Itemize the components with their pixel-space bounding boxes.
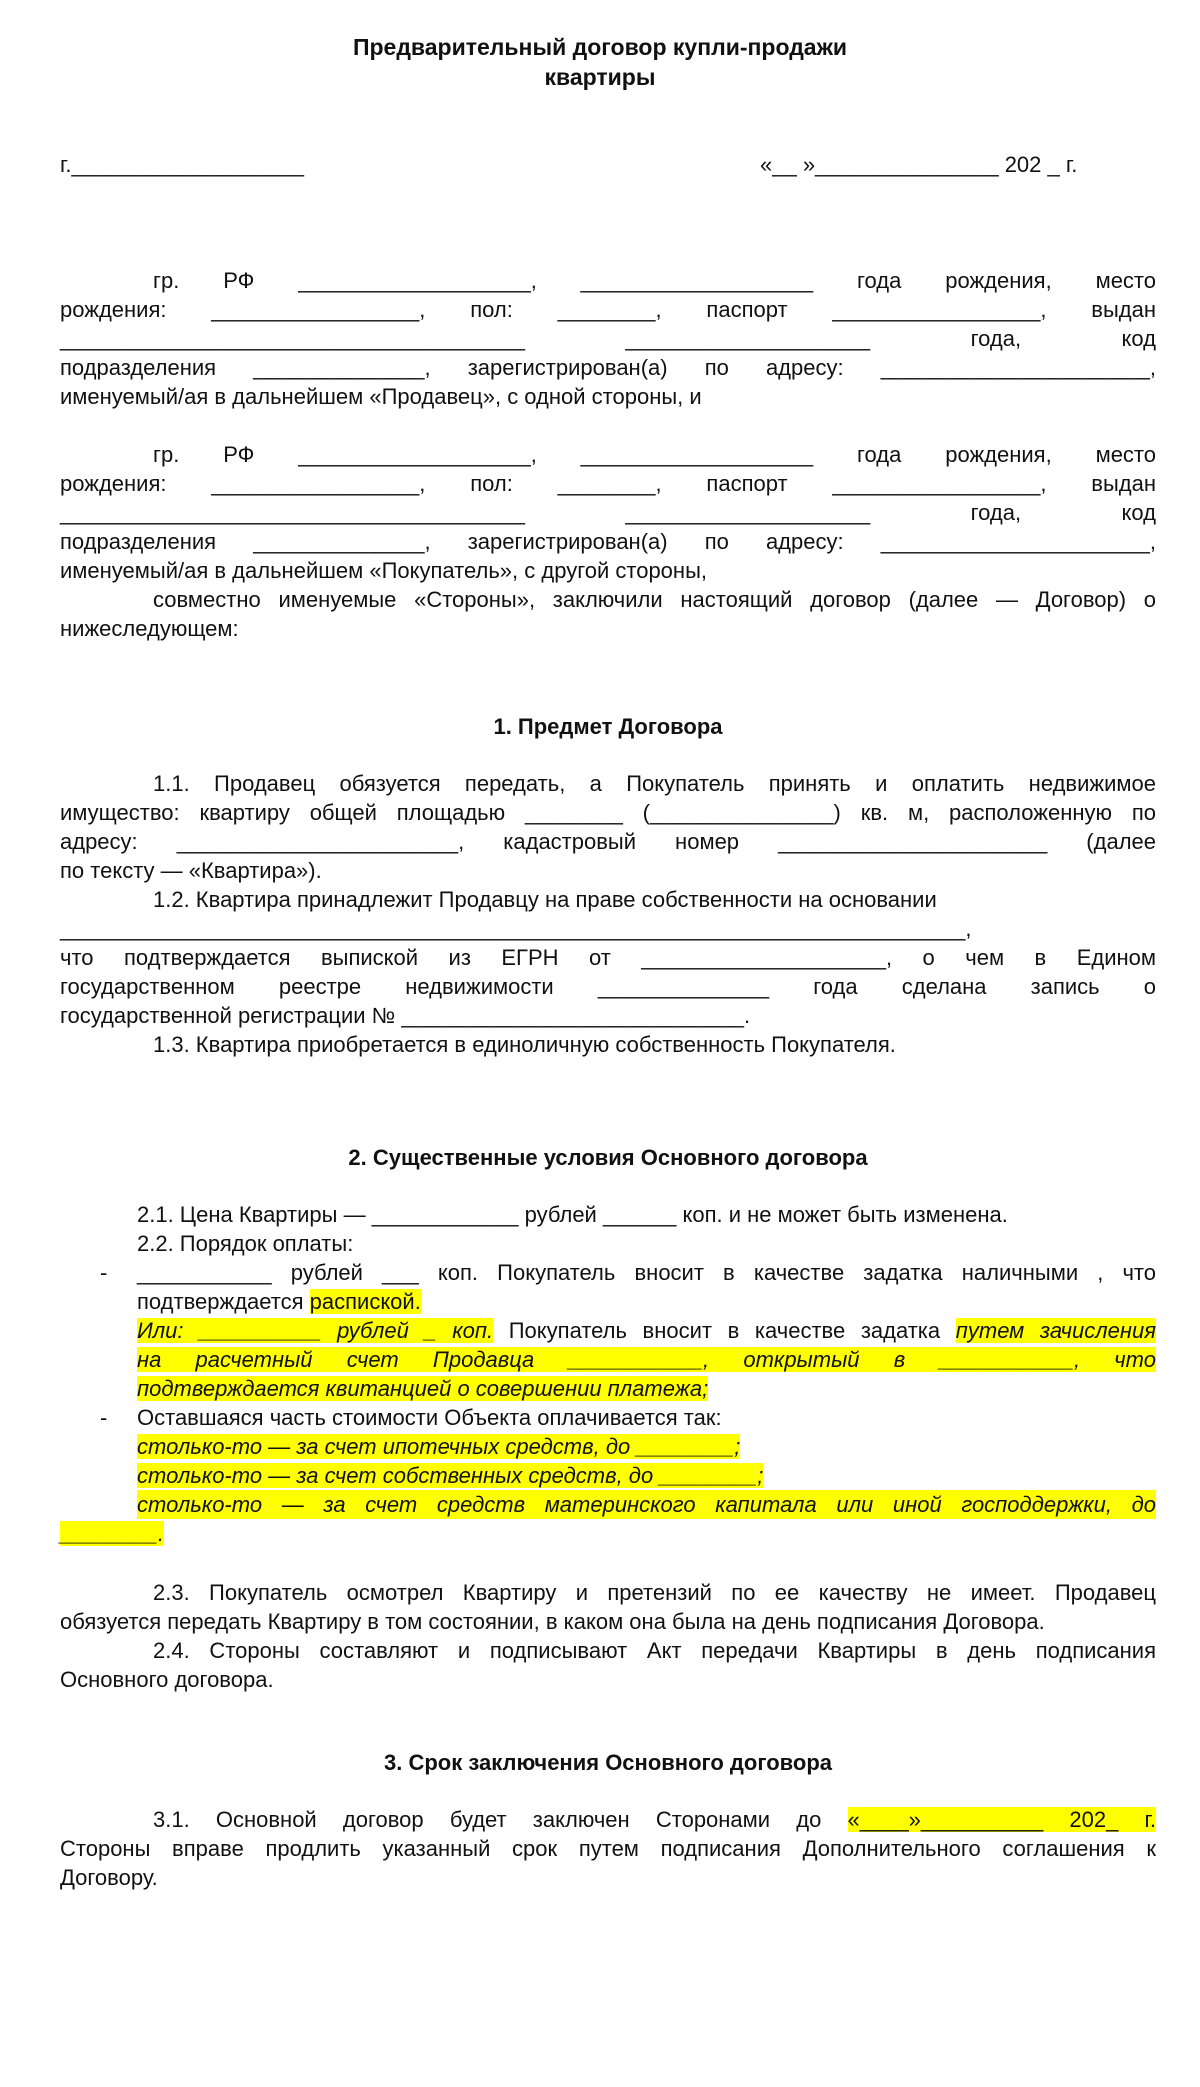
clause-1-1-line-2: имущество: квартиру общей площадью ________ (_______________) кв. м, расположенную по [60, 800, 1156, 825]
payment-bullet-2-line-2 [137, 1432, 1156, 1461]
clause-1-2-line-1: 1.2. Квартира принадлежит Продавцу на праве собственности на основании [153, 887, 937, 912]
bullet-dash-2: - [100, 1405, 108, 1430]
seller-line-5: именуемый/ая в дальнейшем «Продавец», с одной стороны, и [60, 384, 702, 409]
buyer-line-5: именуемый/ая в дальнейшем «Покупатель», с другой стороны, [60, 558, 707, 583]
payment-bullet-1-line-5 [137, 1374, 1156, 1403]
clause-2-4-line-2: Основного договора. [60, 1667, 274, 1692]
section-2-heading: 2. Существенные условия Основного договора [348, 1145, 868, 1170]
own-funds-highlight: столько-то — за счет собственных средств, до ________; [137, 1463, 764, 1488]
clause-3-1-line-1 [60, 1805, 1156, 1834]
payment-bullet-1-line-1: ___________ рублей ___ коп. Покупатель вносит в качестве задатка наличными , что [137, 1260, 1156, 1285]
clause-1-2-line-4: государственном реестре недвижимости ______________ года сделана запись о [60, 974, 1156, 999]
clause-1-3: 1.3. Квартира приобретается в единоличную собственность Покупателя. [153, 1032, 896, 1057]
payment-bullet-1-line-2 [137, 1287, 1156, 1316]
section-3-heading: 3. Срок заключения Основного договора [383, 1750, 832, 1775]
seller-line-4: подразделения ______________, зарегистрирован(а) по адресу: ______________________, [60, 355, 1156, 380]
payment-bullet-2-line-1: Оставшаяся часть стоимости Объекта оплачивается так: [137, 1405, 722, 1430]
transfer-highlight: путем зачисления [955, 1318, 1156, 1343]
section-1-heading: 1. Предмет Договора [493, 714, 723, 739]
parties-line-1: совместно именуемые «Стороны», заключили настоящий договор (далее — Договор) о [153, 587, 1156, 612]
bullet-dash-1: - [100, 1260, 108, 1285]
receipt-highlight: распиской. [309, 1289, 421, 1314]
clause-1-1-line-1: 1.1. Продавец обязуется передать, а Покупатель принять и оплатить недвижимое [153, 771, 1156, 796]
seller-line-2: рождения: _________________, пол: ________, паспорт _________________, выдан [60, 297, 1156, 322]
clause-1-1-line-4: по тексту — «Квартира»). [60, 858, 322, 883]
clause-3-1-line-2: Стороны вправе продлить указанный срок путем подписания Дополнительного соглашения к [60, 1836, 1156, 1861]
maternity-capital-highlight: ________. [60, 1521, 164, 1546]
document-title [0, 32, 1200, 92]
payment-bullet-1-line-4 [137, 1345, 1156, 1374]
clause-1-2-line-5: государственной регистрации № ____________________________. [60, 1003, 751, 1028]
deposit-text: Покупатель вносит в качестве задатка [493, 1318, 956, 1343]
seller-line-1: гр. РФ ___________________, ___________________ года рождения, место [153, 268, 1156, 293]
payment-bullet-2-line-5 [60, 1519, 1156, 1548]
alt-amount-highlight: Или: __________ рублей _ коп. [137, 1318, 494, 1343]
buyer-line-1: гр. РФ ___________________, ___________________ года рождения, место [153, 442, 1156, 467]
clause-2-3-line-1: 2.3. Покупатель осмотрел Квартиру и претензий по ее качеству не имеет. Продавец [153, 1580, 1156, 1605]
buyer-line-3: ______________________________________ ____________________ года, код [60, 500, 1156, 525]
title-line-1: Предварительный договор купли-продажи [352, 34, 848, 60]
payment-bullet-2-line-3 [137, 1461, 1156, 1490]
clause-1-2-line-3: что подтверждается выпиской из ЕГРН от ____________________, о чем в Едином [60, 945, 1156, 970]
payment-bullet-1-line-3 [137, 1316, 1156, 1345]
parties-line-2: нижеследующем: [60, 616, 239, 641]
buyer-line-2: рождения: _________________, пол: ________, паспорт _________________, выдан [60, 471, 1156, 496]
city-field: г.___________________ [60, 152, 304, 177]
clause-2-3-line-2: обязуется передать Квартиру в том состоянии, в каком она была на день подписания Договора. [60, 1609, 1045, 1634]
clause-3-1-line-3: Договору. [60, 1865, 158, 1890]
date-field: «__ »_______________ 202 _ г. [760, 152, 1078, 177]
mortgage-highlight: столько-то — за счет ипотечных средств, до ________; [137, 1434, 741, 1459]
seller-line-3: ______________________________________ ____________________ года, код [60, 326, 1156, 351]
clause-2-4-line-1: 2.4. Стороны составляют и подписывают Акт передачи Квартиры в день подписания [153, 1638, 1156, 1663]
deadline-date-highlight: «____»__________ 202_ г. [847, 1807, 1156, 1832]
clause-1-2-line-2: __________________________________________________________________________, [60, 916, 972, 941]
payment-receipt-highlight: подтверждается квитанцией о совершении платежа; [137, 1376, 709, 1401]
payment-bullet-2-line-4: столько-то — за счет средств материнского капитала или иной господдержки, до [137, 1492, 1156, 1517]
receipt-prefix: подтверждается [137, 1289, 310, 1314]
clause-3-1-text: 3.1. Основной договор будет заключен Сторонами до [153, 1807, 848, 1832]
clause-2-2: 2.2. Порядок оплаты: [137, 1231, 354, 1256]
title-line-2: квартиры [544, 64, 656, 90]
clause-2-1: 2.1. Цена Квартиры — ____________ рублей ______ коп. и не может быть изменена. [137, 1202, 1008, 1227]
clause-1-1-line-3: адресу: _______________________, кадастровый номер ______________________ (далее [60, 829, 1156, 854]
account-highlight: на расчетный счет Продавца ___________, открытый в ___________, что [137, 1347, 1156, 1372]
buyer-line-4: подразделения ______________, зарегистрирован(а) по адресу: ______________________, [60, 529, 1156, 554]
